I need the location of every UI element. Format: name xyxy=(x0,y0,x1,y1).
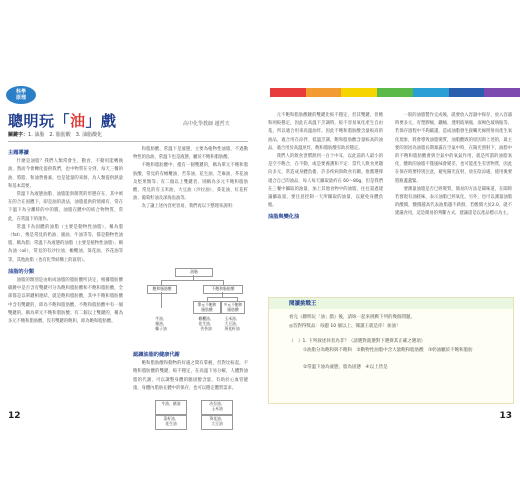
stripe-1 xyxy=(270,88,306,97)
challenge-option-extra: ②常溫下油為液態，脂為固態 ④以上皆是 xyxy=(303,365,388,370)
diagram-source-right-2-label: 葵花油、 大豆油 xyxy=(209,416,225,426)
column-3 xyxy=(268,112,383,223)
keywords-list: 1. 油脂 2. 脂肪酸 3. 油脂酸化 xyxy=(28,132,103,138)
diagram-poly xyxy=(221,301,245,314)
diagram-source-right-label: 沙拉油、 玉米油 xyxy=(209,401,225,411)
diagram-line xyxy=(161,292,162,308)
diagram-line xyxy=(161,280,223,281)
diagram-source-left xyxy=(155,400,187,415)
title-prefix: 聰明玩「 xyxy=(8,112,71,130)
fat-source-diagram xyxy=(145,400,241,430)
author-credit: 高中化學教師 趙哲夫 xyxy=(183,121,230,127)
stripe-2 xyxy=(306,88,342,97)
diagram-source-right-2 xyxy=(201,415,233,430)
diagram-source-left-2-label: 菜籽油、 花生油 xyxy=(163,416,179,426)
col4-paragraph-1: 一般的油脂製作完成後，就要放入容器中保存，放入容器時要多元，有塑膠桶、鐵桶、透明玻璃瓶、深褐色玻璃瓶等，若保存過程中不夠嚴謹，造成油脂發生接觸光線照射而產生氧化現象，將會導致油脂變質，油脂酸敗的原因與上述的，最主要的原因為油脂長期暴露在空氣中時，在陽光照射下，油脂中的不飽和脂肪酸會與空氣中的氧氣作用，就是所謂的油脂氧化，酸敗的油脂不僅風味會變差，也可能產生有害物質，因此在保存時要特別注意，避免陽光直射，放在陰涼處，使用後要將瓶蓋蓋緊。 xyxy=(395,113,512,184)
diagram-leaf-poly xyxy=(221,316,243,332)
keywords-line xyxy=(8,131,102,138)
diagram-root-label: 油脂 xyxy=(190,269,198,274)
title-divider xyxy=(8,141,248,142)
diagram-line xyxy=(207,297,237,298)
column-2 xyxy=(133,146,248,212)
diagram-root xyxy=(175,268,213,277)
keywords-label: 關鍵字： xyxy=(8,132,29,138)
title-highlight: 油 xyxy=(70,112,86,130)
column-1 xyxy=(8,146,123,326)
diagram-source-right xyxy=(201,400,233,415)
heading-health: 認識油脂的健康代謝 xyxy=(133,352,180,358)
diagram-mono xyxy=(193,301,221,314)
diagram-leaf-saturated-label: 牛油、 豬油、 椰子油 xyxy=(155,316,167,331)
column-4 xyxy=(395,112,512,219)
diagram-leaf-mono xyxy=(193,316,219,332)
stripe-6 xyxy=(449,88,485,97)
challenge-title: 閱讀挑戰王 xyxy=(289,301,317,307)
column-2-lower xyxy=(133,348,248,393)
col1-paragraph-1: 什麼是油脂？我們人類常會生、動食，不動用能轉換油，然而今會轉化提供我們，也中物質在分到，每天三餐的油，將脂，和油營養素，也是能量的來源，為人類提供熱量和基本需要。 xyxy=(8,159,123,189)
page-number-right: 13 xyxy=(499,411,512,421)
stripe-7 xyxy=(484,88,520,97)
article-title xyxy=(8,110,117,131)
logo-text: 科學 原理 xyxy=(15,88,26,101)
diagram-mono-label: 單元不飽和 脂肪酸 xyxy=(197,302,217,312)
page-number-left: 12 xyxy=(8,411,21,421)
section-logo xyxy=(6,86,36,104)
challenge-options: ①油脂分為飽和與不飽和 ②動物性油脂中含大量飽和脂肪酸 ③奶油屬於不飽和脂肪 xyxy=(303,348,473,353)
title-suffix: 」戲 xyxy=(85,112,117,130)
diagram-source-left-label: 牛油、豬油 xyxy=(161,401,181,406)
heading-classification: 油脂的分類 xyxy=(8,268,34,275)
diagram-unsaturated-label: 不飽和脂肪酸 xyxy=(211,286,235,291)
col2-paragraph-4: 飽和脂肪酸和動物的好處之間有掌握，但對比較起，不飽和脂肪酸的雙鍵，較不穩定，在高溫下易分解，人體對油脂的代謝，可以調整身體的膽固醇含量，有助於心血管健康，身體內脂肪在體中的保存，也可以穩定體質需求。 xyxy=(133,361,248,391)
diagram-source-left-2 xyxy=(155,415,187,430)
diagram-leaf-mono-label: 橄欖油、 花生油、 苦茶油 xyxy=(198,316,214,331)
diagram-unsaturated xyxy=(203,285,243,294)
col1-paragraph-3: 常溫下為固體的油脂（主要是動物性油脂），稱為脂（fat），像是常見的奶油、豬油、牛油等等，都是動物性油脂，稱為脂；常溫下為液態的油脂（主要是植物性油脂），稱為油（oil），常見的有沙拉油、橄欖油、葵花油、芥花油等等，其他油脂（也有化學結構上的區別）。 xyxy=(8,224,123,263)
challenge-reward: ◎答對得獎品：每題 10 個以上、閱讀王就是你！加油！ xyxy=(289,324,401,329)
reading-challenge-box xyxy=(268,297,514,404)
diagram-saturated xyxy=(147,285,177,294)
challenge-question-1: （ ）1. 下列敘述何者為非？（請選對就選對下選擇其正確之選項） xyxy=(289,339,426,344)
col3-paragraph-2: 我們人的飲食習慣熱到一百十中耳，以此前的人最小的是空不飽合，在不動，或是要養護和不定：當代人飲食更趨向多元，常造成身體負擔，許多疾病與飲食有關。推薦選擇適合自己的油品，每人每天攝取量約在 60～80g，但是我們在三餐中攝取的油量，加上其他食物中的油脂，往往超過建議攝取量，要注意控制一天所攝取的油量，以避免身體負擔。 xyxy=(268,154,383,209)
col3-paragraph-1: 元不飽和脂肪酸鏈的雙鍵比較不穩定，但其雙鍵，但飽和則較穩定，因此在高溫下烹調時，較不容易氧化產生自由基，所以適合用來高溫油炸。因此不飽和脂肪酸含量較高的油品，適合用在涼拌、低溫烹調，飽和脂肪酸含量較高的油品，適合用於高溫煎炸，飽和脂肪酸有助於穩定。 xyxy=(268,113,383,151)
diagram-leaf-poly-label: 玉米油、 大豆油、 葵花籽油 xyxy=(224,316,240,331)
col1-paragraph-2: 常溫下為液態油脂、油脂能與簡質的形態存在，其中被在的合在固體下，即是油的說法，油脂提供的情緒有，常在下溫下為分離時的中的膜，油脂在體中的結合物物質，常此，在常溫下的運作。 xyxy=(8,192,123,222)
diagram-leaf-saturated xyxy=(147,316,175,332)
diagram-poly-label: 多元不飽和 脂肪酸 xyxy=(223,302,243,312)
heading-intro: 主題導讀 xyxy=(8,150,29,156)
col1-paragraph-4: 油脂的類別是由組成油脂的脂肪酸所決定，根據脂肪酸碳鏈中是否含有雙鍵可分為飽和脂肪酸和不飽和脂肪酸，全部都是以單鍵相連結，就是飽和脂肪酸，其中不飽和脂肪酸中含有雙鍵的，即為不飽和脂肪酸，不飽和脂肪酸中有一個雙鍵的，稱為單元不飽和脂肪酸；有二個以上雙鍵的，稱為多元不飽和脂肪酸，沒有雙鍵的飽和，即為飽和脂肪酸。 xyxy=(8,278,123,325)
col4-paragraph-2: 要測量油脂是否已經變質，簡易的方法是聞味道，在聞時若發現有油耗味，表示油脂已經氧化。另外，也可以測量油脂的酸價，酸價越高代表油脂越不新鮮，若酸價大於2.0，就不建議食用，這是簡易的判斷方式，建議還是以產品標示為主。 xyxy=(395,186,512,217)
stripe-4 xyxy=(377,88,413,97)
stripe-3 xyxy=(341,88,377,97)
heading-oxidation: 油脂與變化油 xyxy=(268,214,300,221)
col2-paragraph-2: 不飽和脂肪酸中，僅有一個雙鍵的，稱為單元不飽和脂肪酸，常見的有橄欖油、苦茶油、花生油、芝麻油、芥花油及堅果類等；有二個以上雙鍵者，則稱為多元不飽和脂肪酸，常見的有玉米油、大豆油（沙拉油）、葵花油、紅花籽油、葡萄籽油及深海魚油等。 xyxy=(133,163,248,202)
stripe-5 xyxy=(413,88,449,97)
diagram-saturated-label: 飽和脂肪酸 xyxy=(152,286,172,291)
challenge-intro: 看完《聰明玩「油」戲》後，請妳一起來挑戰下列的幾個問題。 xyxy=(289,315,415,320)
col2-paragraph-3: 為了讓上述內容更容易，我們再以下整理來說明： xyxy=(141,204,237,210)
color-stripe xyxy=(270,88,520,97)
col2-paragraph-1: 和脂肪酸，常溫下是液態，主要為植物性油脂，不過動物性的魚油，常溫下也是液態，屬於不飽和脂肪酸。 xyxy=(133,147,248,161)
